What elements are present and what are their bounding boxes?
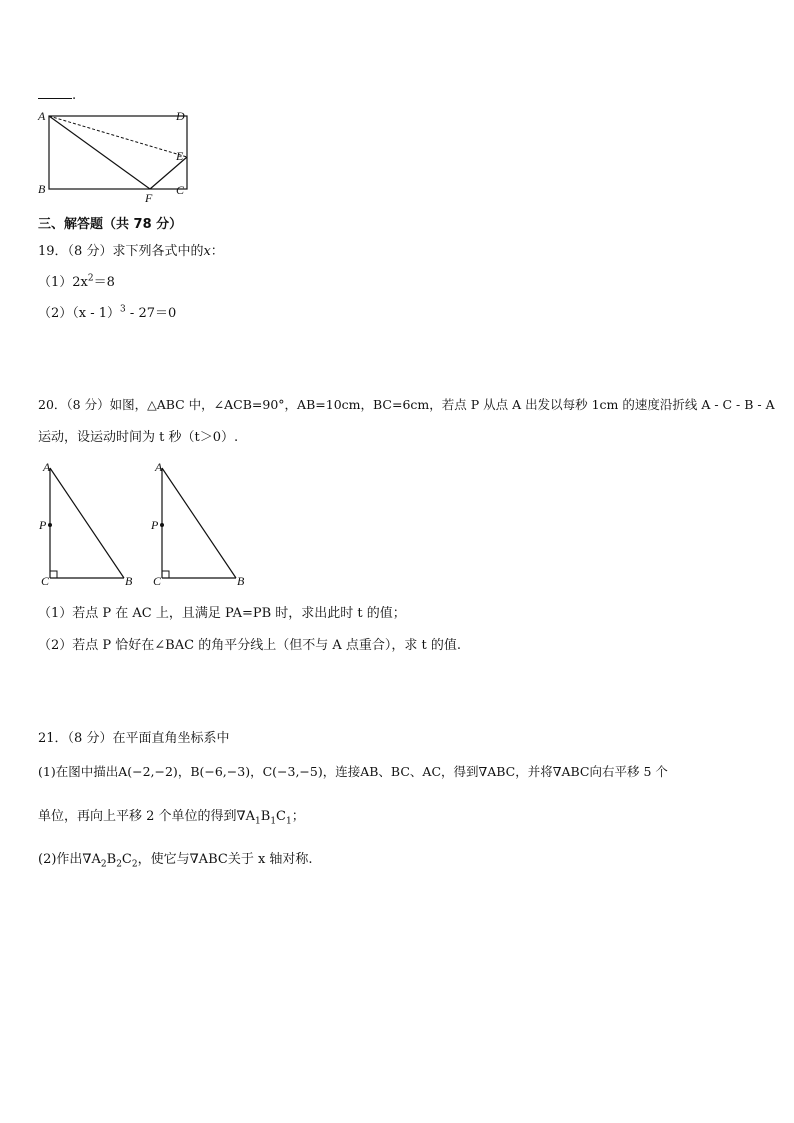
- q19-stem-text: 19．（8 分）求下列各式中的: [38, 244, 204, 259]
- label-b: B: [125, 574, 133, 588]
- q19-part1: [38, 271, 115, 290]
- q21-p1l2-s3: 1: [286, 816, 292, 827]
- q19-part1-expr-a: 2x: [72, 275, 88, 290]
- q19-part1-expr-b: ＝8: [93, 275, 115, 290]
- label-b: B: [237, 574, 245, 588]
- q21-part2: [38, 848, 313, 870]
- q19-part1-label: （1）: [38, 275, 73, 290]
- segment-ae-dashed: [49, 116, 187, 157]
- q19-part1-exp: 2: [87, 273, 94, 284]
- right-angle-mark: [50, 571, 57, 578]
- label-a: A: [155, 460, 163, 474]
- label-b: B: [38, 182, 46, 196]
- label-p: P: [151, 518, 159, 532]
- q19-colon: ：: [210, 244, 224, 259]
- right-angle-mark: [162, 571, 169, 578]
- label-d: D: [176, 109, 185, 123]
- q21-p2-c: C: [121, 852, 132, 867]
- q20-sub1: （1）若点 P 在 AC 上，且满足 PA=PB 时，求出此时 t 的值；: [38, 606, 406, 621]
- q21-p2-s3: 2: [131, 859, 138, 870]
- label-a: A: [43, 460, 51, 474]
- q19-part2-expr-b: - 27＝0: [125, 306, 177, 321]
- q20-line2: 运动，设运动时间为 t 秒（t＞0）.: [38, 430, 239, 445]
- label-a: A: [38, 109, 46, 123]
- q19-part2-label: （2）: [38, 306, 73, 321]
- triangle-figure-2: [142, 458, 252, 590]
- q21-part1-line1: (1)在图中描出A(−2,−2)，B(−6,−3)，C(−3,−5)，连接AB、BC、AC，得到∇ABC，并将∇ABC向右平移 5 个: [38, 764, 668, 779]
- label-c: C: [41, 574, 50, 588]
- segment-ab: [162, 468, 236, 578]
- q19-var: x: [203, 244, 211, 259]
- label-e: E: [176, 149, 184, 163]
- q19-part2-exp: 3: [120, 304, 126, 315]
- q21-p2-s2: 2: [116, 859, 122, 870]
- segment-ab: [50, 468, 124, 578]
- section-heading: 三、解答题（共 78 分）: [38, 217, 183, 232]
- q20-sub2: （2）若点 P 恰好在∠BAC 的角平分线上（但不与 A 点重合），求 t 的值.: [38, 638, 461, 653]
- answer-blank: [38, 86, 72, 99]
- rectangle-figure: [30, 104, 200, 204]
- q21-stem: 21．（8 分）在平面直角坐标系中: [38, 731, 230, 746]
- q21-p1l2-a: 单位，再向上平移 2 个单位的得到∇A: [38, 809, 256, 824]
- q19-part2-expr-a: （x - 1）: [72, 306, 121, 321]
- q21-part1-line2: [38, 805, 305, 827]
- q21-p1l2-c: C: [276, 809, 286, 824]
- q19-part2: [38, 302, 176, 321]
- q20-line1: 20．（8 分）如图，△ABC 中，∠ACB=90°，AB=10cm，BC=6cm，若点 P 从点 A 出发以每秒 1cm 的速度沿折线 A - C - B - A: [38, 397, 775, 412]
- q21-p1l2-d: ；: [291, 809, 305, 824]
- q21-p2-a: (2)作出∇A: [38, 852, 101, 867]
- answer-blank-line: [38, 86, 76, 103]
- label-c: C: [176, 183, 185, 197]
- q21-p2-b: B: [106, 852, 117, 867]
- point-p: [160, 523, 164, 527]
- label-c: C: [153, 574, 162, 588]
- blank-period: .: [72, 88, 77, 103]
- q21-p1l2-s1: 1: [255, 816, 261, 827]
- segment-af: [49, 116, 150, 189]
- q21-p2-s1: 2: [100, 859, 107, 870]
- rectangle-abcd: [49, 116, 187, 189]
- q21-p2-d: ，使它与∇ABC关于 x 轴对称.: [137, 852, 313, 867]
- point-p: [48, 523, 52, 527]
- q19-stem: [38, 240, 224, 259]
- q21-p1l2-b: B: [260, 809, 271, 824]
- triangle-figure-1: [30, 458, 140, 590]
- q21-p1l2-s2: 1: [270, 816, 277, 827]
- label-f: F: [145, 191, 153, 204]
- label-p: P: [39, 518, 47, 532]
